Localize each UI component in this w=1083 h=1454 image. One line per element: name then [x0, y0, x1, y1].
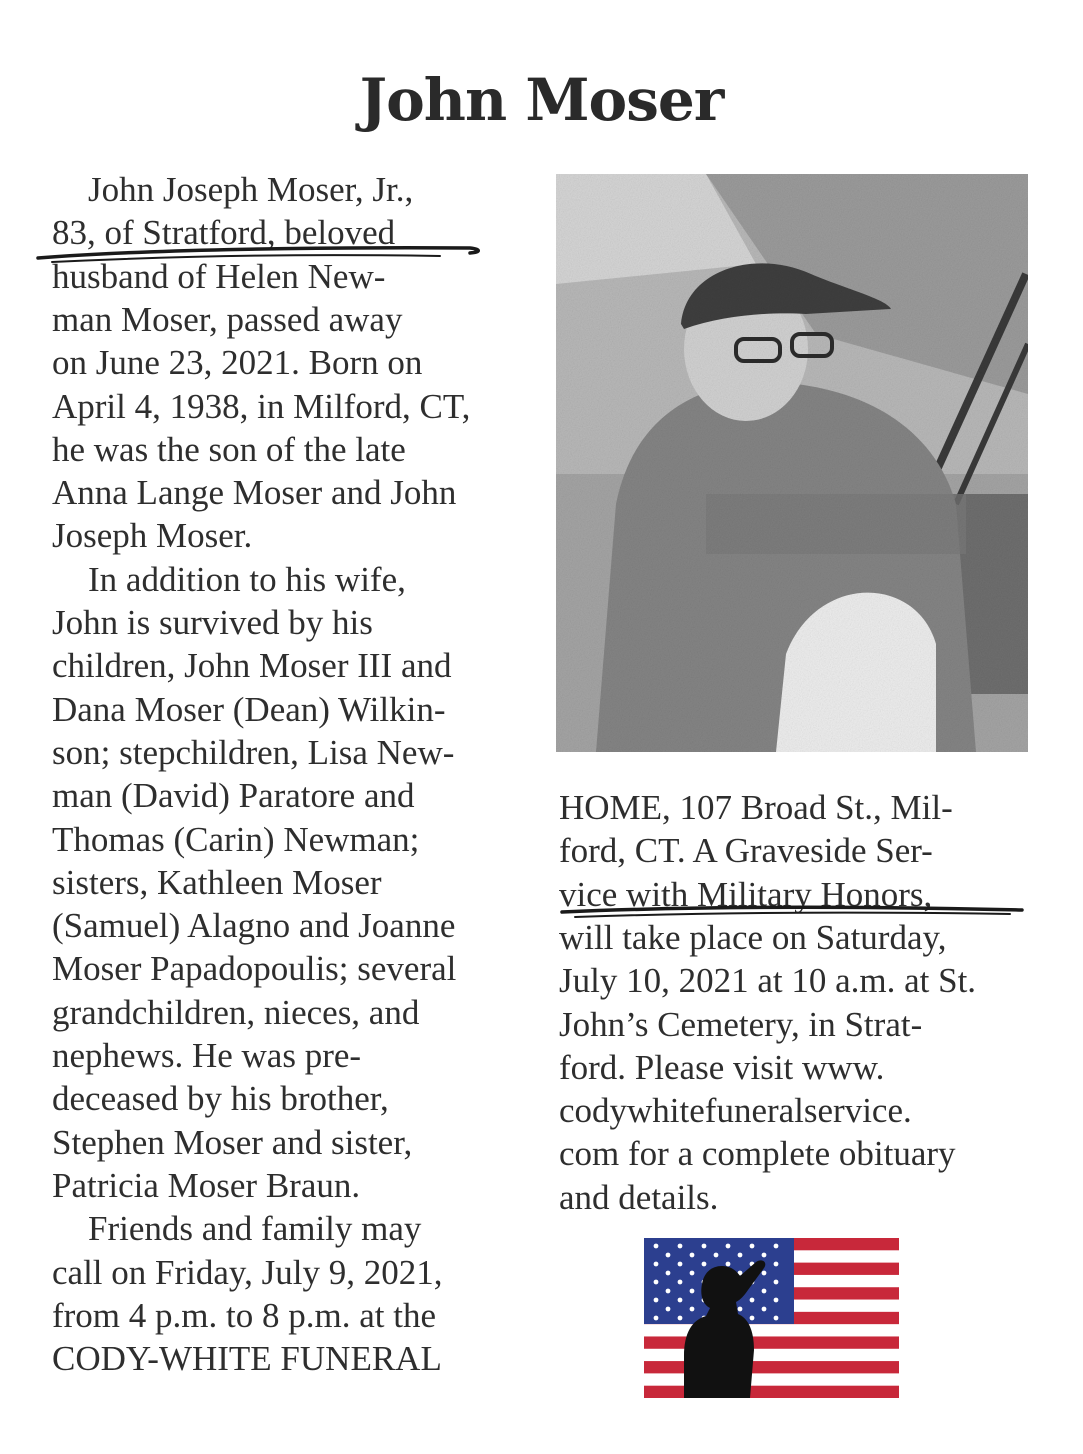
flag-star	[654, 1280, 659, 1285]
obituary-text-line: John is survived by his	[52, 603, 373, 642]
flag-star	[654, 1316, 659, 1321]
flag-stripe	[644, 1361, 899, 1373]
obituary-text-line: April 4, 1938, in Milford, CT,	[52, 386, 471, 426]
obituary-text-line: com for a complete obituary	[559, 1134, 956, 1174]
flag-star	[738, 1307, 743, 1312]
flag-star	[666, 1271, 671, 1276]
obituary-text-line: grandchildren, nieces, and	[52, 992, 420, 1032]
portrait-photo	[556, 174, 1028, 752]
obituary-text-line: husband of Helen New-	[52, 256, 386, 296]
obituary-text-line: man Moser, passed away	[52, 299, 403, 339]
obituary-text-line: children, John Moser III and	[52, 646, 452, 686]
obituary-text-line: on June 23, 2021. Born on	[52, 343, 423, 383]
flag-star	[678, 1244, 683, 1249]
flag-star	[690, 1289, 695, 1294]
flag-star	[678, 1262, 683, 1267]
obituary-text-line: John Joseph Moser, Jr.,	[88, 170, 414, 209]
obituary-text-line: he was the son of the late	[52, 429, 406, 469]
obituary-text-line: Thomas (Carin) Newman;	[52, 819, 420, 859]
flag-star	[702, 1262, 707, 1267]
obituary-text-line: codywhitefuneralservice.	[559, 1091, 912, 1131]
obituary-text-line: July 10, 2021 at 10 a.m. at St.	[559, 961, 977, 1001]
obituary-text-line: from 4 p.m. to 8 p.m. at the	[52, 1295, 436, 1335]
obituary-text-line: Dana Moser (Dean) Wilkin-	[52, 689, 446, 729]
flag-star	[774, 1316, 779, 1321]
obituary-text-line: nephews. He was pre-	[52, 1036, 362, 1075]
flag-star	[762, 1307, 767, 1312]
obituary-text-line: HOME, 107 Broad St., Mil-	[559, 788, 953, 827]
obituary-text-line: will take place on Saturday,	[559, 917, 947, 957]
flag-stripe	[644, 1386, 899, 1398]
flag-star	[774, 1280, 779, 1285]
flag-star	[666, 1307, 671, 1312]
obituary-text-line: vice with Military Honors,	[559, 874, 933, 914]
flag-star	[750, 1244, 755, 1249]
flag-star	[714, 1253, 719, 1258]
obituary-text-line: Friends and family may	[88, 1209, 422, 1249]
obituary-text-line: CODY-WHITE FUNERAL	[52, 1339, 442, 1379]
flag-star	[678, 1298, 683, 1303]
flag-star	[750, 1298, 755, 1303]
flag-icon	[644, 1238, 899, 1398]
obituary-text-line: Stephen Moser and sister,	[52, 1122, 413, 1162]
obituary-text-line: call on Friday, July 9, 2021,	[52, 1252, 443, 1292]
flag-star	[774, 1298, 779, 1303]
obituary-text-line: deceased by his brother,	[52, 1079, 389, 1119]
obituary-text-line: In addition to his wife,	[88, 559, 406, 599]
flag-star	[654, 1262, 659, 1267]
flag-star	[702, 1244, 707, 1249]
saluting-soldier-flag	[644, 1238, 899, 1398]
flag-star	[726, 1262, 731, 1267]
flag-star	[654, 1298, 659, 1303]
flag-star	[762, 1271, 767, 1276]
obituary-text-line: (Samuel) Alagno and Joanne	[52, 906, 456, 946]
obituary-text-line: ford, CT. A Graveside Ser-	[559, 831, 933, 871]
obituary-text-line: son; stepchildren, Lisa New-	[52, 732, 455, 772]
flag-stripe	[644, 1336, 899, 1348]
flag-star	[750, 1316, 755, 1321]
obituary-text-line: man (David) Paratore and	[52, 776, 415, 816]
flag-star	[690, 1307, 695, 1312]
flag-star	[690, 1253, 695, 1258]
obituary-text-line: 83, of Stratford, beloved	[52, 213, 396, 253]
obituary-text-line: Patricia Moser Braun.	[52, 1165, 361, 1205]
obituary-text-line: ford. Please visit www.	[559, 1047, 885, 1087]
portrait-photo-icon	[556, 174, 1028, 752]
obituary-title: John Moser	[359, 66, 724, 134]
obituary-text-line: Anna Lange Moser and John	[52, 473, 457, 513]
flag-star	[774, 1262, 779, 1267]
flag-star	[738, 1253, 743, 1258]
obituary-text-line: and details.	[559, 1177, 719, 1217]
flag-star	[762, 1253, 767, 1258]
obituary-text-line: Joseph Moser.	[52, 516, 253, 556]
obituary-text-line: John’s Cemetery, in Strat-	[559, 1004, 923, 1044]
flag-star	[678, 1316, 683, 1321]
obituary-text-line: sisters, Kathleen Moser	[52, 862, 382, 902]
flag-star	[690, 1271, 695, 1276]
flag-star	[666, 1289, 671, 1294]
obituary-text-line: Moser Papadopoulis; several	[52, 949, 457, 989]
flag-star	[774, 1244, 779, 1249]
flag-star	[726, 1244, 731, 1249]
flag-star	[654, 1244, 659, 1249]
flag-star	[666, 1253, 671, 1258]
flag-star	[678, 1280, 683, 1285]
flag-star	[762, 1289, 767, 1294]
